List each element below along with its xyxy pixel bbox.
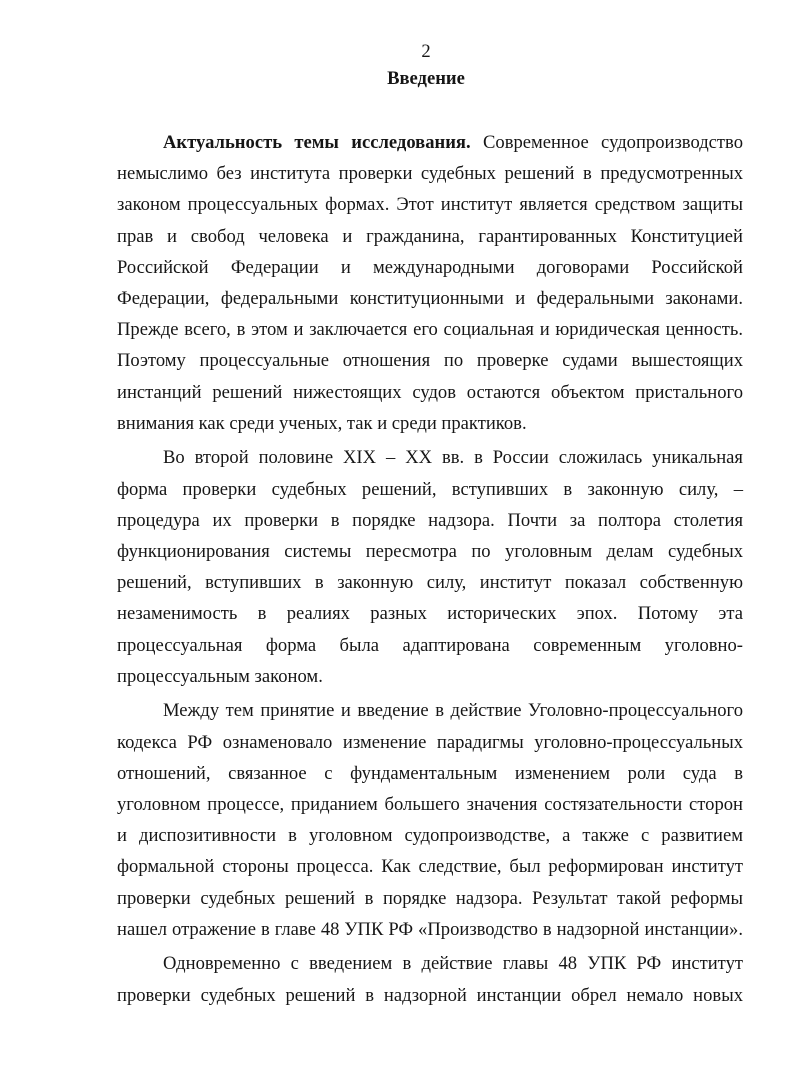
text-line: незаменимость в реалиях разных исторических эпох. Потому эта	[117, 603, 743, 625]
text-line: проверки судебных решений в надзорной инстанции обрел немало новых	[117, 984, 743, 1006]
text-line: немыслимо без института проверки судебных решений в предусмотренных	[117, 163, 743, 185]
text-line: Прежде всего, в этом и заключается его социальная и юридическая ценность.	[117, 319, 743, 341]
text-line: внимания как среди ученых, так и среди практиков.	[117, 412, 527, 434]
text-line: уголовном процессе, приданием большего значения состязательности сторон	[117, 793, 743, 815]
text-line: Федерации, федеральными конституционными и федеральными законами.	[117, 287, 743, 309]
text-line	[163, 127, 743, 158]
page-number: 2	[421, 41, 431, 62]
text-line: форма проверки судебных решений, вступивших в законную силу, –	[117, 478, 743, 500]
text-line: Российской Федерации и международными договорами Российской	[117, 256, 743, 278]
text-line: функционирования системы пересмотра по уголовным делам судебных	[117, 540, 743, 562]
text-line: прав и свобод человека и гражданина, гарантированных Конституцией	[117, 225, 743, 247]
text-line: нашел отражение в главе 48 УПК РФ «Производство в надзорной инстанции».	[117, 918, 743, 940]
paragraph	[117, 442, 743, 692]
text-line: Во второй половине XIX – XX вв. в России сложилась уникальная	[163, 447, 743, 469]
text-line: Одновременно с введением в действие главы 48 УПК РФ институт	[163, 953, 743, 975]
text-line: Поэтому процессуальные отношения по проверке судами вышестоящих	[117, 350, 743, 372]
paragraph	[117, 127, 743, 439]
section-heading: Введение	[387, 68, 465, 89]
text-line: законом процессуальных формах. Этот институт является средством защиты	[117, 194, 743, 216]
paragraph	[117, 948, 743, 1010]
text-line: Между тем принятие и введение в действие Уголовно-процессуального	[163, 700, 743, 722]
text-line: проверки судебных решений в порядке надзора. Результат такой реформы	[117, 887, 743, 909]
text-line: инстанций решений нижестоящих судов остаются объектом пристального	[117, 381, 743, 403]
text-line-rest: Современное судопроизводство	[483, 132, 743, 153]
text-line: решений, вступивших в законную силу, институт показал собственную	[117, 572, 743, 594]
text-line: кодекса РФ ознаменовало изменение парадигмы уголовно-процессуальных	[117, 731, 743, 753]
text-line: процессуальным законом.	[117, 665, 323, 687]
paragraph-lead: Актуальность темы исследования.	[163, 132, 471, 153]
text-line: отношений, связанное с фундаментальным изменением роли суда в	[117, 762, 743, 784]
text-line: процессуальная форма была адаптирована современным уголовно-	[117, 634, 743, 656]
text-line: формальной стороны процесса. Как следствие, был реформирован институт	[117, 856, 743, 878]
text-line: процедура их проверки в порядке надзора. Почти за полтора столетия	[117, 509, 743, 531]
body-text	[117, 127, 743, 1011]
text-line: и диспозитивности в уголовном судопроизводстве, а также с развитием	[117, 825, 743, 847]
paragraph	[117, 695, 743, 945]
